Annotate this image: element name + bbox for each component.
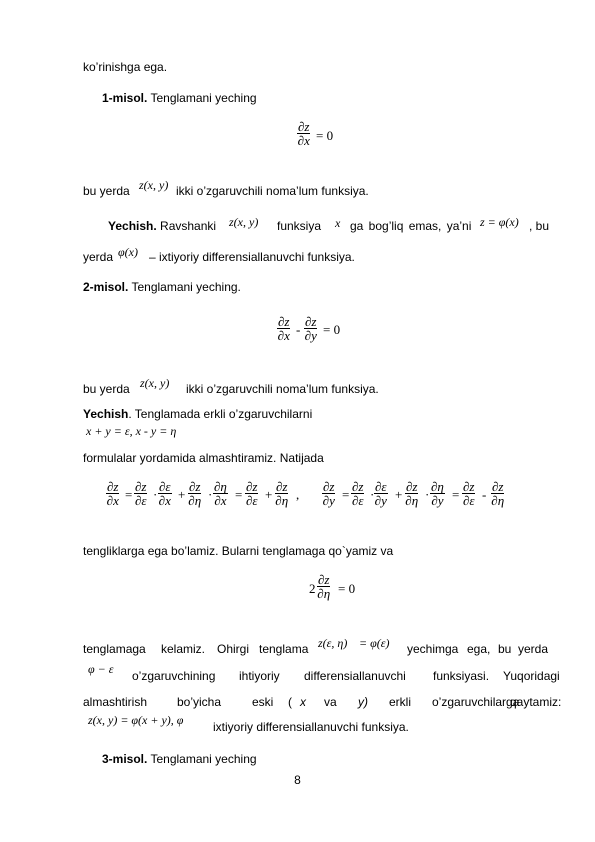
equation-2-fraction-1 (277, 315, 290, 342)
text-word: almashtirish (83, 695, 148, 709)
example-label: 2-misol. (83, 280, 129, 294)
text-word: erkli (389, 695, 412, 709)
fraction-numerator: ∂z (352, 479, 364, 494)
equals-sign: = (235, 487, 243, 502)
equation-2-minus: - (296, 322, 301, 337)
fraction (351, 480, 364, 507)
fraction-numerator: ∂z (463, 479, 475, 494)
fraction-numerator: ∂ε (375, 479, 387, 494)
fraction-denominator: ∂η (491, 493, 505, 508)
equation-1-rhs: = 0 (316, 128, 334, 143)
equation-2-fraction-2 (304, 315, 317, 342)
fraction-denominator: ∂η (275, 493, 289, 508)
fraction-numerator: ∂z (406, 479, 418, 494)
math-x: x (335, 216, 341, 230)
fraction (491, 480, 504, 507)
text-line: tengliklarga ega bo’lamiz. Bularni tenglamaga qo`yamiz va (83, 544, 394, 558)
fraction-numerator: ∂z (189, 479, 201, 494)
fraction-denominator: ∂η (188, 493, 202, 508)
fraction-denominator: ∂ε (245, 493, 258, 508)
fraction (106, 480, 119, 507)
solution-text: Ravshanki (156, 219, 217, 233)
fraction-denominator: ∂η (405, 493, 419, 508)
example-2-heading (83, 280, 241, 294)
fraction-numerator: ∂z (305, 314, 317, 329)
solution-text: . Tenglamada erkli o’zgaruvchilarni (128, 407, 313, 421)
text-word: bu (498, 642, 512, 656)
plus-sign: + (178, 487, 186, 502)
text-word: , bu (529, 219, 550, 233)
text-word: yerda (83, 250, 114, 264)
fraction-denominator: ∂x (297, 133, 310, 148)
text-word: va (324, 695, 337, 709)
fraction-numerator: ∂η (214, 479, 227, 494)
text-word: o’zgaruvchining (132, 669, 216, 683)
text-word: Ohirgi (217, 642, 250, 656)
equation-2-rhs: = 0 (323, 322, 341, 337)
fraction-numerator: ∂z (278, 314, 290, 329)
fraction (275, 480, 288, 507)
math-zxy: z(x, y) (139, 178, 169, 192)
page-number: 8 (294, 773, 301, 787)
dot-operator: · (370, 487, 375, 502)
equation-3-fraction (317, 573, 330, 600)
math-phi-x: φ(x) (118, 245, 138, 259)
text-word: x (300, 695, 306, 709)
text-word: yerda (518, 642, 549, 656)
math-phi-minus-eps: φ − ε (88, 662, 114, 676)
fraction-denominator: ∂x (277, 328, 290, 343)
fraction (213, 480, 228, 507)
fraction-numerator: ∂z (135, 479, 147, 494)
fraction (245, 480, 258, 507)
plus-sign: + (395, 487, 403, 502)
solution-1-line (108, 219, 216, 233)
fraction-numerator: ∂z (318, 572, 330, 587)
text-word: ihtiyoriy (239, 669, 280, 683)
fraction-denominator: ∂ε (462, 493, 475, 508)
text-word: yechimga (407, 642, 459, 656)
minus-sign: - (482, 487, 487, 502)
fraction-denominator: ∂y (431, 493, 444, 508)
solution-label: Yechish (83, 407, 129, 421)
equals-sign: = (452, 487, 460, 502)
math-z-eps-eta: z(ε, η) (318, 636, 348, 650)
solution-label: Yechish. (108, 219, 157, 233)
fraction (322, 480, 335, 507)
solution-2-line (83, 407, 312, 421)
fraction-denominator: ∂ε (134, 493, 147, 508)
fraction-numerator: ∂z (107, 479, 119, 494)
text-word: qaytamiz: (510, 695, 562, 709)
text-word: tenglama (259, 642, 309, 656)
fraction-numerator: ∂η (431, 479, 444, 494)
fraction (405, 480, 418, 507)
fraction (462, 480, 475, 507)
example-label: 1-misol. (102, 91, 148, 105)
text-line: ixtiyoriy differensiallanuvchi funksiya. (213, 720, 409, 734)
example-text: Tenglamani yeching (147, 91, 257, 105)
fraction-denominator: ∂y (322, 493, 335, 508)
math-z-phi-x: z = φ(x) (480, 215, 519, 229)
dot-operator: · (153, 487, 158, 502)
text-word: bu yerda (83, 382, 130, 396)
text-word: funksiya (277, 219, 322, 233)
text-word: ga bog’liq emas, ya’ni (350, 219, 472, 233)
example-label: 3-misol. (102, 752, 148, 766)
fraction-denominator: ∂y (374, 493, 387, 508)
text-word: ( (288, 695, 292, 709)
fraction-denominator: ∂η (317, 586, 331, 601)
text-line: formulalar yordamida almashtiramiz. Natijada (83, 451, 324, 465)
fraction-numerator: ∂z (492, 479, 504, 494)
example-text: Tenglamani yeching. (128, 280, 241, 294)
math-zxy: z(x, y) (140, 376, 170, 390)
fraction (134, 480, 147, 507)
dot-operator: · (208, 487, 213, 502)
text-word: differensiallanuvchi (304, 669, 406, 683)
text-word: Yuqoridagi (503, 669, 560, 683)
plus-sign: + (265, 487, 273, 502)
text-word: funksiyasi. (433, 669, 490, 683)
fraction-numerator: ∂z (246, 479, 258, 494)
equation-1-fraction (297, 120, 310, 147)
dot-operator: · (425, 487, 430, 502)
text-line: ikki o’zgaruvchili noma’lum funksiya. (176, 184, 369, 198)
comma: , (296, 487, 300, 502)
math-zxy: z(x, y) (229, 215, 259, 229)
fraction-numerator: ∂z (276, 479, 288, 494)
fraction-denominator: ∂x (106, 493, 119, 508)
equals-sign: = (342, 487, 350, 502)
text-line: ko’rinishga ega. (83, 60, 168, 74)
math-substitution: x + y = ε, x - y = η (86, 424, 177, 438)
fraction (374, 480, 388, 507)
text-word: bo’yicha (177, 695, 222, 709)
math-phi-eps: = φ(ε) (359, 636, 390, 650)
fraction-denominator: ∂x (158, 493, 171, 508)
text-word: y) (358, 695, 368, 709)
example-3-heading (102, 752, 257, 766)
text-line: bu yerda (83, 184, 130, 198)
text-word: ega, (467, 642, 491, 656)
fraction (188, 480, 201, 507)
equals-sign: = (125, 487, 133, 502)
fraction-denominator: ∂x (214, 493, 227, 508)
fraction-numerator: ∂z (298, 119, 310, 134)
equation-3-rhs: = 0 (338, 581, 356, 596)
text-line: ikki o’zgaruvchili noma’lum funksiya. (186, 382, 379, 396)
text-line: – ixtiyoriy differensiallanuvchi funksiya. (149, 250, 355, 264)
example-text: Tenglamani yeching (147, 752, 257, 766)
fraction (158, 480, 172, 507)
fraction-denominator: ∂ε (351, 493, 364, 508)
text-word: kelamiz. (161, 642, 206, 656)
coefficient-two: 2 (309, 581, 316, 596)
math-final-solution: z(x, y) = φ(x + y), φ (88, 713, 184, 727)
example-1-heading (102, 91, 257, 105)
text-word: o’zgaruvchilarga (432, 695, 520, 709)
text-word: eski (252, 695, 274, 709)
fraction-numerator: ∂ε (159, 479, 171, 494)
fraction-denominator: ∂y (304, 328, 317, 343)
fraction (430, 480, 445, 507)
fraction-numerator: ∂z (323, 479, 335, 494)
text-word: tenglamaga (83, 642, 146, 656)
